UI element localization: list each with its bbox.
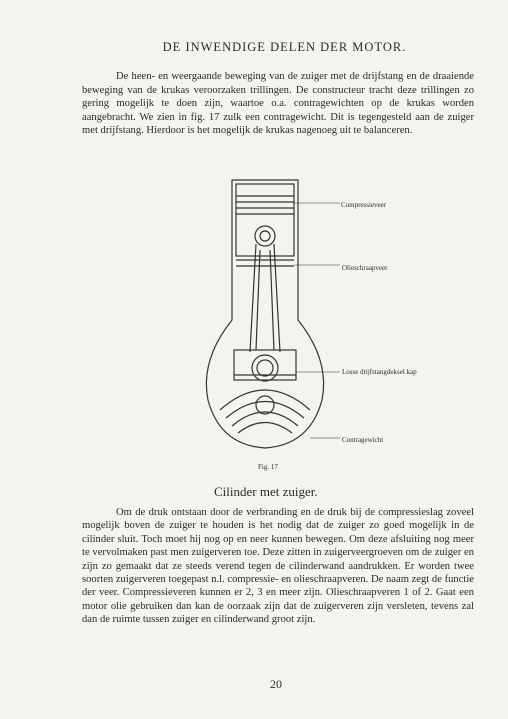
figure-caption: Fig. 17 xyxy=(258,463,278,471)
paragraph-intro: De heen- en weergaande beweging van de zuiger met de drijfstang en de draaiende beweging van de krukas veroorzaken trillingen. De constructeur tracht deze trillingen zo gering mogelijk te doen zijn, waartoe o.a. contragewichten op de krukas worden aangebracht. We zien in fig. 17 zulk een contragewicht. Dit is tegengesteld aan de zuiger met drijfstang. Hierdoor is het mogelijk de krukas nagenoeg uit te balanceren. xyxy=(82,71,474,137)
wrist-pin xyxy=(255,226,275,246)
page-number: 20 xyxy=(270,677,282,691)
paragraph-cilinder: Om de druk ontstaan door de verbranding en de druk bij de compressieslag zoveel mogelijk boven de zuiger te houden is het nodig dat de zuiger zo goed mogelijk in de cilinder sluit. Toch moet hij nog op en neer kunnen bewegen. Om deze afsluiting nog meer te vervolmaken past men zuigerveren toe. Deze zitten in zuigerveergroeven om de zuiger en zijn zo gemaakt dat ze steeds verend tegen de cilinderwand aandrukken. Er worden twee soorten zuigerveren toegepast n.l. compressie- en olieschraapveren. De naam zegt de functie der veer. Compressieveren kunnen er 2, 3 en meer zijn. Olieschraapveren 1 of 2. Gaat een motor olie gebruiken dan kan de oorzaak zijn dat de zuigerveren zijn versleten, tevens zal dan de ruimte tussen zuiger en cilinderwand groot zijn. xyxy=(82,507,474,626)
piston-figure xyxy=(190,170,340,460)
section-title: Cilinder met zuiger. xyxy=(214,484,318,499)
cylinder-wall xyxy=(206,180,323,448)
page-header: DE INWENDIGE DELEN DER MOTOR. xyxy=(162,40,407,54)
label-contragewicht: Contragewicht xyxy=(342,436,384,444)
label-olieschraapveer: Olieschraapveer xyxy=(342,264,388,272)
counterweight xyxy=(220,390,310,410)
label-compressieveer: Compressieveer xyxy=(341,201,387,209)
piston xyxy=(236,184,294,256)
label-drijfstang-kap: Losse drijfstangdeksel kap xyxy=(342,368,417,376)
